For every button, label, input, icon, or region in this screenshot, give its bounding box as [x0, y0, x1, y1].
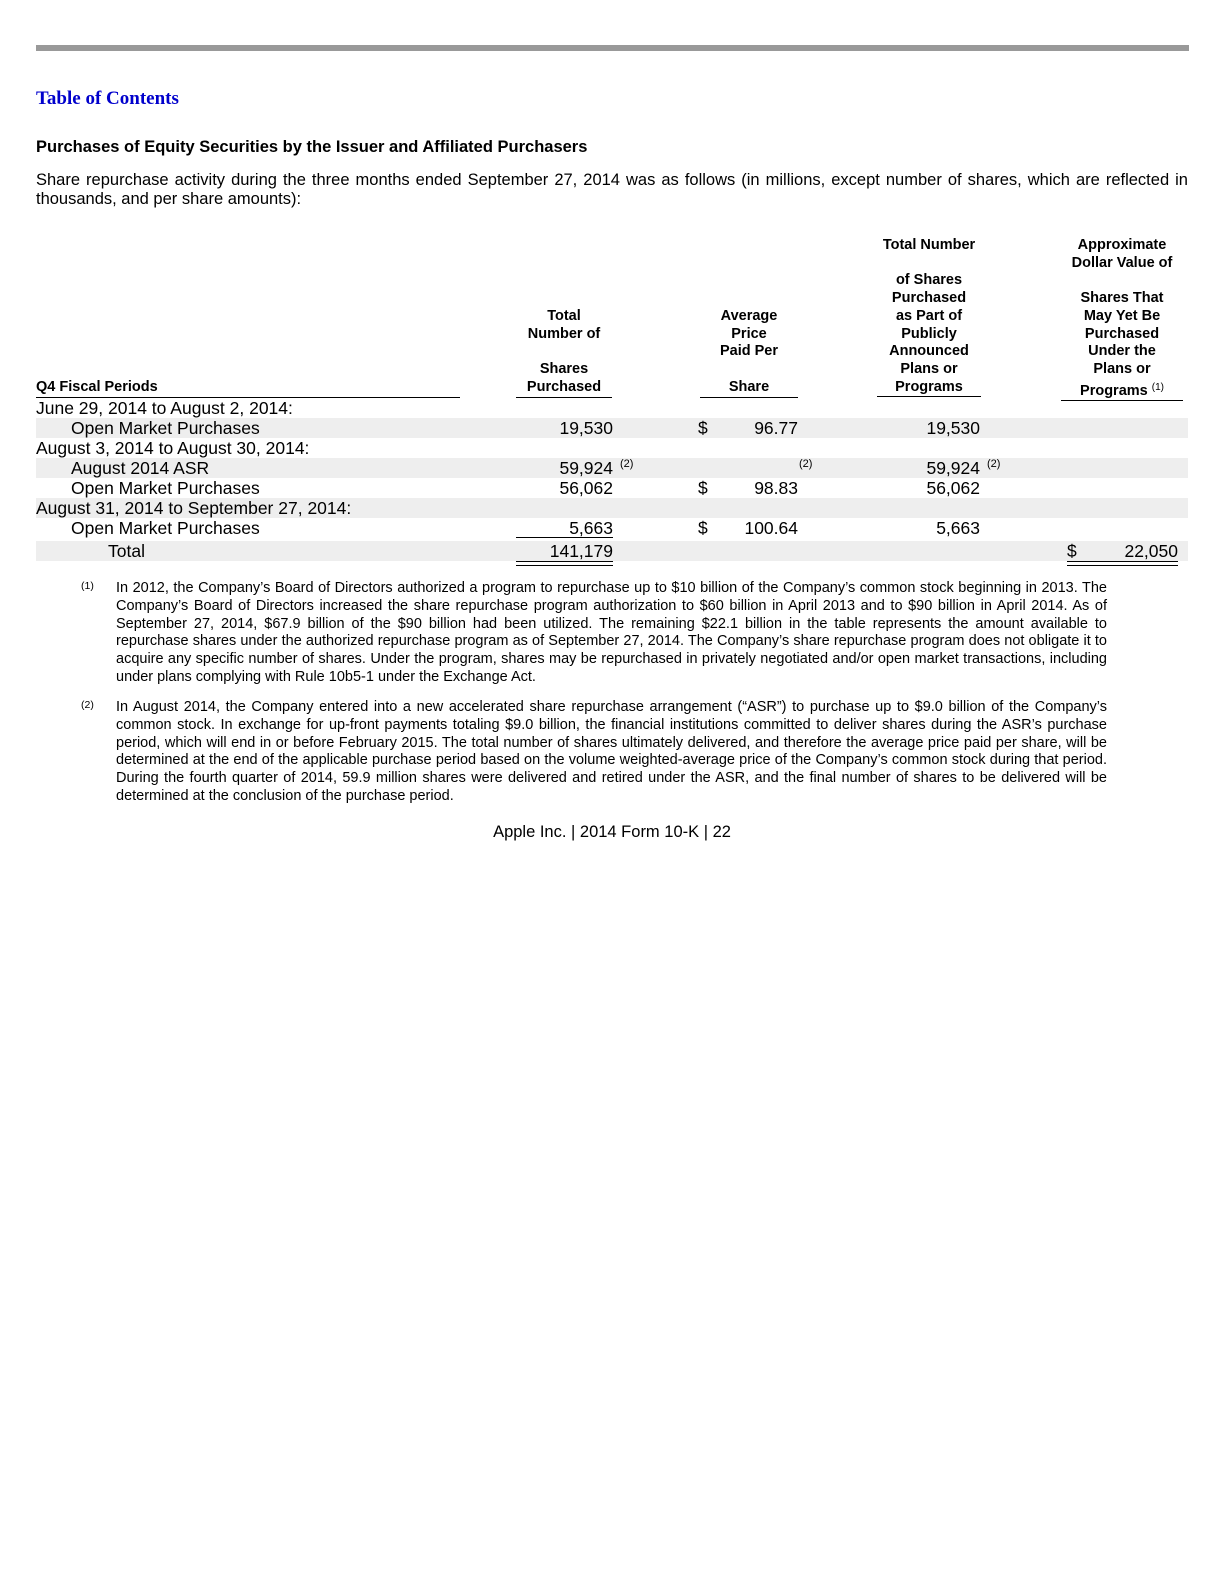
footnote-1: In 2012, the Company’s Board of Directors authorized a program to repurchase up to $10 billion of the Company’s common stock beginning in 2013. The Company’s Board of Directors increased the share repurchase program authorization to $60 billion in April 2013 and to $90 billion in April 2014. As of September 27, 2014, $67.9 billion of the $90 billion had been utilized. The remaining $22.1 billion in the table represents the amount available to repurchase shares under the authorized repurchase program as of September 27, 2014. The Company’s share repurchase program does not obligate it to acquire any specific number of shares. Under the program, shares may be repurchased in privately negotiated and/or open market transactions, including under plans complying with Rule 10b5-1 under the Exchange Act.: [116, 580, 1107, 685]
plan-shares-value: 19,530: [926, 418, 980, 438]
price-value: 98.83: [754, 478, 798, 498]
plan-shares-value: 5,663: [936, 518, 980, 538]
footnote-mark: (2): [81, 699, 94, 711]
currency-symbol: $: [698, 518, 708, 538]
currency-symbol: $: [698, 418, 708, 438]
row-label: Open Market Purchases: [71, 518, 260, 538]
shares-value: 59,924: [559, 458, 613, 478]
footnote-ref: (2): [987, 458, 1001, 470]
table-row: [36, 478, 1188, 498]
double-underline: [516, 561, 613, 566]
header-average-price: Average Price Paid Per Share: [700, 308, 798, 398]
price-value: 100.64: [744, 518, 798, 538]
currency-symbol: $: [1067, 541, 1077, 561]
row-label: Open Market Purchases: [71, 478, 260, 498]
total-label: Total: [108, 541, 145, 561]
table-row: [36, 498, 1188, 518]
total-shares-value: 141,179: [549, 541, 613, 561]
period-label: August 31, 2014 to September 27, 2014:: [36, 498, 352, 518]
top-rule: [36, 45, 1189, 51]
table-row-total: [36, 541, 1188, 561]
price-value: 96.77: [754, 418, 798, 438]
intro-paragraph: Share repurchase activity during the three months ended September 27, 2014 was as follows (in millions, except number of shares, which are reflected in thousands, and per share amounts):: [36, 171, 1188, 208]
shares-value: 56,062: [559, 478, 613, 498]
currency-symbol: $: [698, 478, 708, 498]
table-row: [36, 438, 1188, 458]
header-plan-shares: Total Number of Shares Purchased as Part of Publicly Announced Plans or Programs: [877, 237, 981, 397]
footnote-ref: (1): [1151, 381, 1164, 393]
dollar-value-remaining: 22,050: [1124, 541, 1178, 561]
footnote-2: In August 2014, the Company entered into a new accelerated share repurchase arrangement (“ASR”) to purchase up to $9.0 billion of the Company’s common stock. In exchange for up-front payments totaling $9.0 billion, the financial institutions committed to deliver shares during the ASR’s purchase period, which will end in or before February 2015. The total number of shares ultimately delivered, and therefore the average price paid per share, will be determined at the end of the applicable purchase period based on the volume weighted-average price of the Company’s common stock during that period. During the fourth quarter of 2014, 59.9 million shares were delivered and retired under the ASR, and the final number of shares to be delivered will be determined at the conclusion of the purchase period.: [116, 699, 1107, 804]
section-title: Purchases of Equity Securities by the Issuer and Affiliated Purchasers: [36, 138, 588, 156]
header-dollar-value: Approximate Dollar Value of Shares That May Yet Be Purchased Under the Plans or Programs $^{(1)}$: [1061, 237, 1183, 401]
header-total-shares: Total Number of Shares Purchased: [516, 308, 612, 398]
footnote-ref: (2): [799, 458, 813, 470]
table-row: [36, 398, 1188, 418]
period-label: August 3, 2014 to August 30, 2014:: [36, 438, 310, 458]
double-underline: [1067, 561, 1178, 566]
footnote-ref: (2): [620, 458, 634, 470]
plan-shares-value: 56,062: [926, 478, 980, 498]
shares-value: 19,530: [559, 418, 613, 438]
table-row: [36, 418, 1188, 438]
footnote-mark: (1): [81, 580, 94, 592]
period-label: June 29, 2014 to August 2, 2014:: [36, 398, 293, 418]
plan-shares-value: 59,924: [926, 458, 980, 478]
table-row: [36, 458, 1188, 478]
row-label: Open Market Purchases: [71, 418, 260, 438]
page-footer: Apple Inc. | 2014 Form 10-K | 22: [493, 823, 731, 841]
table-of-contents-link[interactable]: Table of Contents: [36, 88, 179, 109]
table-row: [36, 518, 1188, 538]
header-period: Q4 Fiscal Periods: [36, 379, 460, 398]
row-label: August 2014 ASR: [71, 458, 210, 478]
shares-value: 5,663: [516, 518, 613, 538]
